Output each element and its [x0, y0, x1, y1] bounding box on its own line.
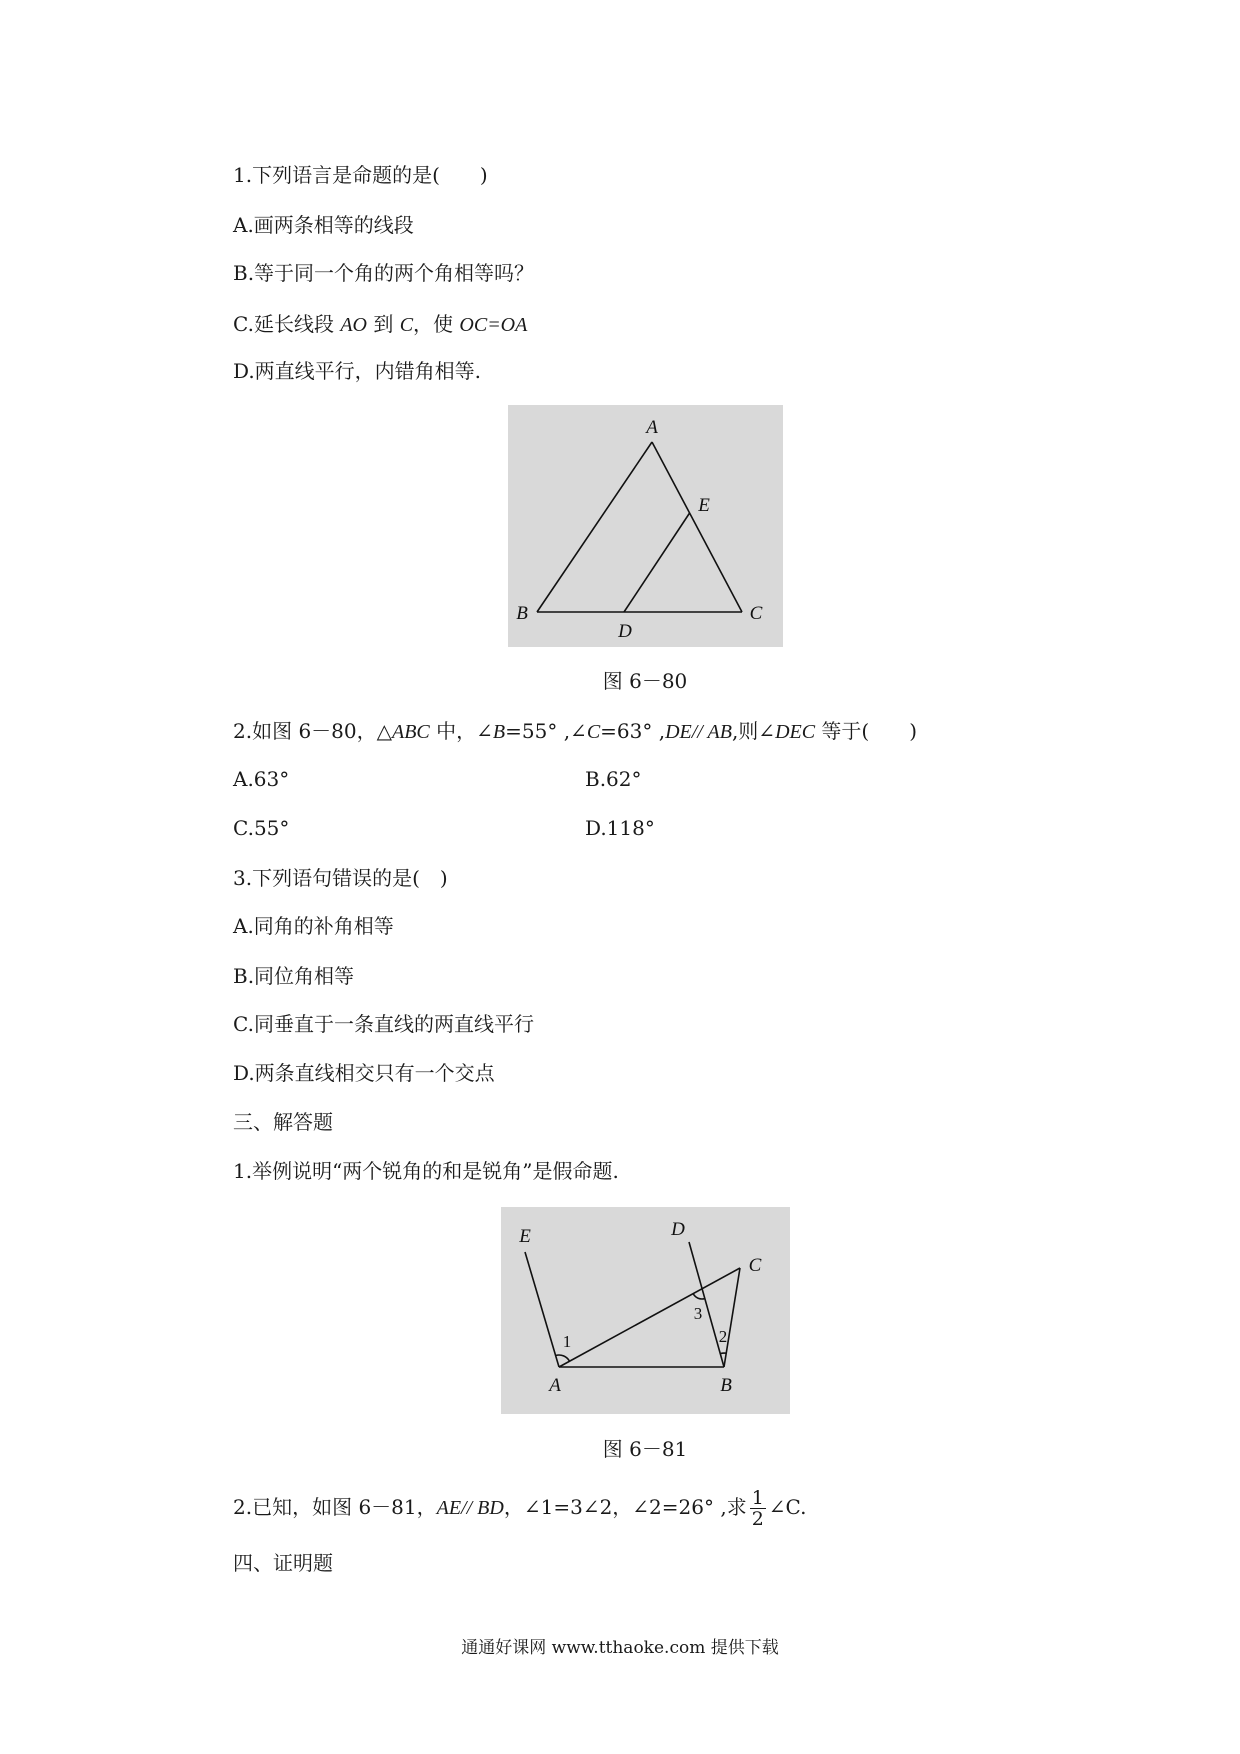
label-b: B — [516, 603, 528, 624]
q2-option-d: D.118° — [585, 816, 655, 840]
q1-option-a: A.画两条相等的线段 — [233, 213, 414, 237]
q2-option-b: B.62° — [585, 767, 642, 791]
q2-text-4: =63° , — [600, 719, 666, 743]
fraction-denominator: 2 — [751, 1508, 764, 1530]
label-d: D — [618, 621, 632, 642]
q2-triangle-abc: ABC — [392, 721, 430, 743]
angle-2-label: 2 — [718, 1327, 728, 1346]
segment-de — [624, 513, 690, 612]
q3-stem: 3.下列语句错误的是( ) — [233, 866, 448, 890]
q3-option-c: C.同垂直于一条直线的两直线平行 — [233, 1012, 534, 1036]
fraction-one-half — [750, 1488, 766, 1529]
label-c: C — [748, 1255, 762, 1276]
ray-ae — [525, 1252, 559, 1367]
label-e: E — [698, 495, 710, 516]
figure-6-81 — [501, 1207, 790, 1414]
triangle-diagram — [508, 405, 783, 647]
section3-q2-text-2: ，∠1=3∠2，∠2=26° ,求 — [503, 1495, 747, 1519]
q2-angle-c: C — [586, 721, 601, 743]
label-b: B — [720, 1375, 732, 1396]
segment-ac — [652, 442, 742, 612]
label-c: C — [749, 603, 763, 624]
page-footer: 通通好课网 www.tthaoke.com 提供下载 — [461, 1638, 779, 1658]
segment-ab — [537, 442, 652, 612]
label-e: E — [519, 1226, 531, 1247]
figure-6-81-caption: 图 6－81 — [602, 1437, 688, 1461]
quadrilateral-diagram — [501, 1207, 790, 1414]
q1-option-c-text-1: C.延长线段 — [233, 312, 341, 336]
section4-heading: 四、证明题 — [233, 1551, 333, 1575]
fraction-numerator: 1 — [751, 1487, 764, 1509]
label-a: A — [646, 417, 658, 438]
figure-6-80-caption: 图 6－80 — [602, 669, 688, 693]
q2-text-6: 等于( ) — [815, 719, 918, 743]
section3-q1: 1.举例说明“两个锐角的和是锐角”是假命题. — [233, 1159, 619, 1183]
q2-text-3: =55° ,∠ — [505, 719, 587, 743]
q1-option-d: D.两直线平行，内错角相等. — [233, 359, 482, 383]
q1-option-c-text-3: ，使 — [413, 312, 460, 336]
q2-option-a: A.63° — [233, 767, 290, 791]
section3-q2-text-3: ∠C. — [768, 1495, 807, 1519]
section3-q2-parallel: AE// BD — [436, 1497, 504, 1519]
label-d: D — [671, 1219, 685, 1240]
section3-q2 — [233, 1488, 807, 1529]
q2-parallel: DE// AB — [665, 721, 732, 743]
q2-text-2: 中，∠ — [429, 719, 493, 743]
figure-6-80 — [508, 405, 783, 647]
label-a: A — [549, 1375, 561, 1396]
q2-text-1: 2.如图 6－80，△ — [233, 719, 392, 743]
section3-q2-text-1: 2.已知，如图 6－81， — [233, 1495, 437, 1519]
q1-stem: 1.下列语言是命题的是( ) — [233, 163, 488, 187]
q1-option-c — [233, 312, 527, 337]
section3-heading: 三、解答题 — [233, 1110, 333, 1134]
q2-angle-b: B — [492, 721, 506, 743]
q3-option-b: B.同位角相等 — [233, 964, 355, 988]
q1-option-c-segment-ao: AO — [340, 314, 367, 336]
q2-text-5: ,则∠ — [731, 719, 776, 743]
angle-1-label: 1 — [562, 1332, 572, 1351]
q3-option-d: D.两条直线相交只有一个交点 — [233, 1061, 495, 1085]
q1-option-c-point-c: C — [399, 314, 414, 336]
q2-stem — [233, 719, 917, 744]
q3-option-a: A.同角的补角相等 — [233, 914, 394, 938]
angle-2-arc — [720, 1353, 726, 1354]
segment-ac — [559, 1268, 740, 1367]
q1-option-c-text-2: 到 — [366, 312, 400, 336]
q2-angle-dec: DEC — [775, 721, 816, 743]
q1-option-b: B.等于同一个角的两个角相等吗？ — [233, 261, 535, 285]
q1-option-c-equation: OC=OA — [459, 314, 528, 336]
angle-3-label: 3 — [693, 1304, 703, 1323]
q2-option-c: C.55° — [233, 816, 290, 840]
segment-bc — [724, 1268, 740, 1367]
